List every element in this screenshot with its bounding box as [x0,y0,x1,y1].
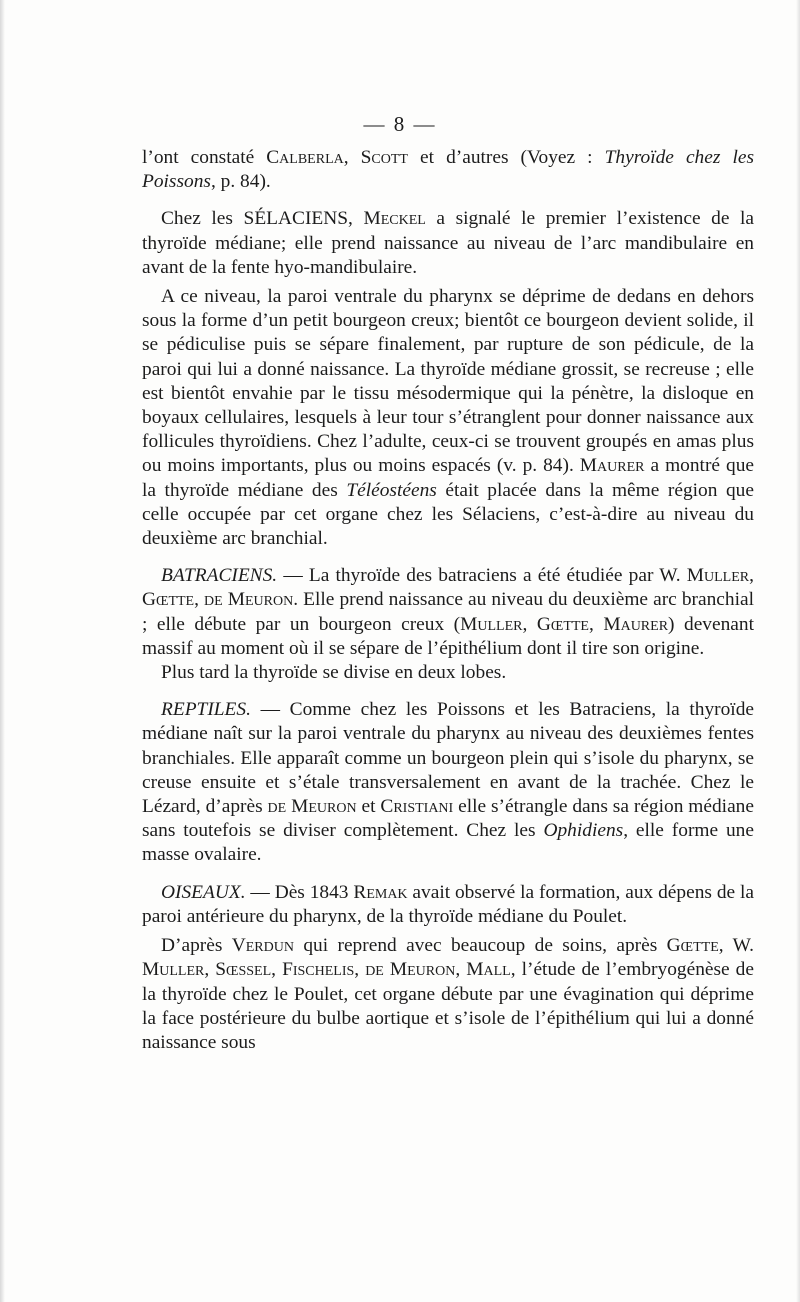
author-name: Gœtte [666,935,719,957]
author-name: Scott [360,147,408,168]
author-name: Muller [460,613,523,635]
text-run: et d’autres (Voyez : [407,147,605,168]
paragraph-batraciens [142,564,754,661]
page-number: — 8 — [363,112,437,136]
text-run: avait observé la formation, aux dépens de la paroi antérieure du pharynx, de la thyroïde médiane du Poulet. [142,881,754,927]
text-run: a montré que la thyroïde médiane des [142,455,754,501]
scan-edge-right [796,0,800,1302]
text-run: , [271,959,283,981]
text-run: , [194,589,205,611]
author-name: de Meuron [204,589,294,611]
section-heading: BATRACIENS. [161,565,278,587]
text-run: — La thyroïde des batraciens a été étudiée par W. [277,565,687,587]
author-name: de Meuron [267,796,357,818]
paragraph-development [142,285,754,551]
author-name: Remak [353,881,408,903]
paragraph-reptiles [142,698,754,867]
author-name: Fischelis [282,959,355,981]
text-run: — Dès 1843 [245,881,354,903]
text-run: elle s’étrangle dans sa région médiane sans toutefois se diviser complètement. Chez les [142,796,754,842]
paragraph-oiseaux [142,881,754,929]
author-name: Muller [686,565,750,587]
page-body [142,146,754,1055]
cross-reference: Thyroïde chez les Poissons [142,147,754,193]
author-name: Gœtte [142,589,195,611]
author-name: Maurer [579,455,645,477]
taxon-name: Ophidiens [543,820,624,842]
paragraph-lobes [142,661,754,685]
text-run: ) devenant massif au moment où il se sépare de l’épithélium dont il tire son origine. [142,613,754,659]
text-run: qui reprend avec beaucoup de soins, après [293,935,667,957]
author-name: Sœssel [215,959,272,981]
text-run: , p. 84). [210,171,271,193]
text-run: , [204,959,216,981]
text-run: , l’étude de l’embryogénèse de la thyroïde chez le Poulet, cet organe débute par une évagination qui déprime la face postérieure du bulbe aortique et s’isole de l’épithélium qui lui a donné naissance sous [142,959,754,1053]
author-name: Mall [466,959,511,981]
taxon-name: Téléostéens [346,479,437,501]
section-heading: OISEAUX. [161,881,246,903]
text-run: Plus tard la thyroïde se divise en deux lobes. [161,662,507,684]
text-run: l’ont constaté [142,147,267,168]
author-name: Cristiani [380,796,454,818]
text-run: , [588,613,604,635]
paragraph-selaciens [142,207,754,280]
author-name: Maurer [603,613,669,635]
text-run: , W. [718,935,754,957]
text-run: , [343,147,361,168]
text-run: A ce niveau, la paroi ventrale du pharynx se déprime de dedans en dehors sous la forme d’un petit bourgeon creux; bientôt ce bourgeon devient solide, il se pédiculise puis se sépare finalement, par rupture de son pédicule, de la paroi qui lui a donné naissance. La thyroïde médiane grossit, se recreuse ; elle est bientôt envahie par le tissu mésodermique qui la pénètre, la disloque en boyaux cellulaires, lesquels à leur tour s’étranglent pour donner naissance aux follicules thyroïdiens. Chez l’adulte, ceux-ci se trouvent groupés en amas plus ou moins importants, plus ou moins espacés (v. p. 84). [142,286,754,477]
author-name: Muller [142,959,205,981]
text-run: , [522,613,537,635]
text-run: , [455,959,467,981]
text-run: , elle forme une masse ovalaire. [142,820,754,866]
text-run: était placée dans la même région que celle occupée par cet organe chez les Sélaciens, c’est-à-dire au niveau du deuxième arc branchial. [142,479,754,550]
text-run: . Elle prend naissance au niveau du deuxième arc branchial ; elle débute par un bourgeon creux ( [142,589,754,635]
text-run: Chez les SÉLACIENS, [161,208,364,230]
scan-edge-left [0,0,5,1302]
paragraph-verdun [142,934,754,1055]
paragraph-continuation [142,146,754,194]
author-name: de Meuron [365,959,456,981]
text-run: , [354,959,366,981]
author-name: Meckel [363,208,426,230]
author-name: Gœtte [536,613,589,635]
text-run: et [356,796,381,818]
section-heading: REPTILES. [161,699,251,721]
text-run: — Comme chez les Poissons et les Batraciens, la thyroïde médiane naît sur la paroi ventrale du pharynx au niveau des deuxièmes fentes branchiales. Elle apparaît comme un bourgeon plein qui s’isole du pharynx, se creuse ensuite et s’étale transversalement en avant de la trachée. Chez le Lézard, d’après [142,699,754,818]
text-run: a signalé le premier l’existence de la thyroïde médiane; elle prend naissance au niveau de l’arc mandibulaire en avant de la fente hyo-mandibulaire. [142,208,755,278]
author-name: Calberla [266,147,344,168]
author-name: Verdun [231,935,294,957]
text-run: D’après [161,935,232,957]
text-run: , [749,565,754,587]
